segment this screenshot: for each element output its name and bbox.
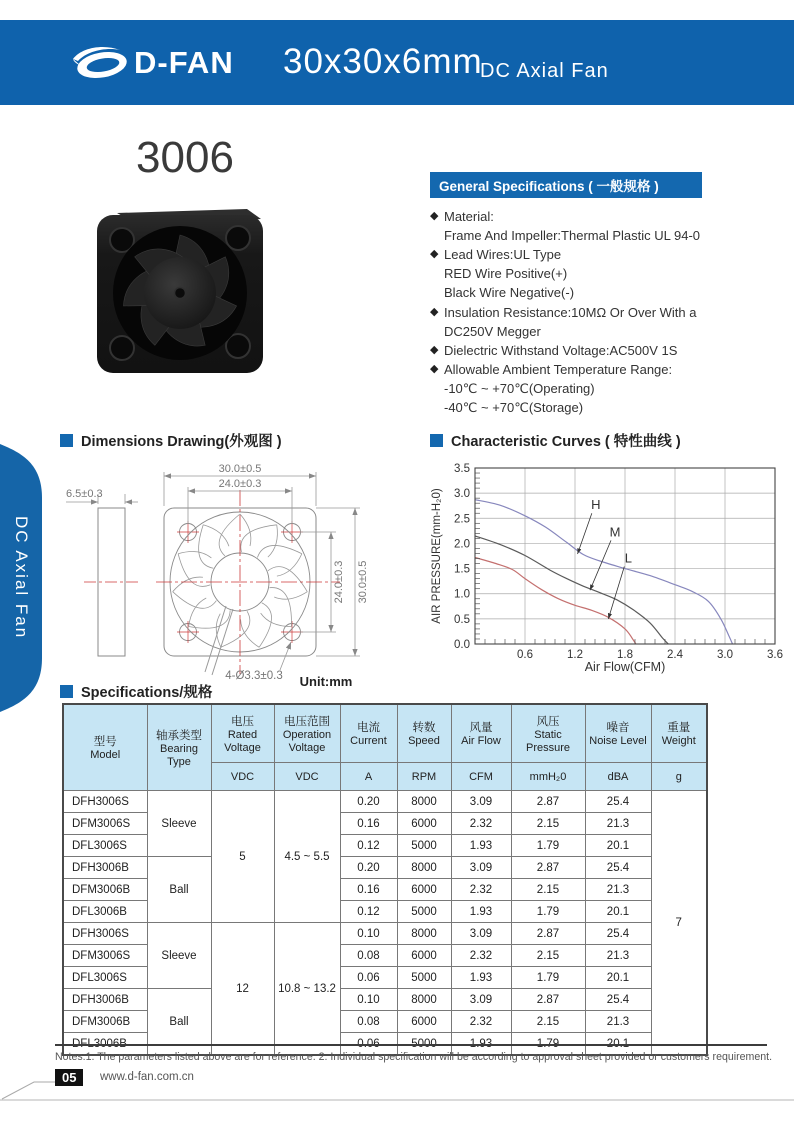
dim-hole-pitch-v: 24.0±0.3 <box>333 560 345 604</box>
col-unit-static-pressure: mmH₂0 <box>511 763 585 791</box>
cell-pressure: 2.87 <box>511 791 585 813</box>
cell-pressure: 2.87 <box>511 923 585 945</box>
col-unit-noise-level: dBA <box>585 763 651 791</box>
cell-pressure: 1.79 <box>511 835 585 857</box>
col-header-model <box>63 704 147 791</box>
cell-airflow: 2.32 <box>451 879 511 901</box>
col-header-en: Bearing Type <box>160 742 198 768</box>
cell-speed: 5000 <box>397 967 451 989</box>
cell-rated-voltage: 5 <box>211 791 274 923</box>
cell-pressure: 2.15 <box>511 945 585 967</box>
curves-section-title <box>430 430 681 451</box>
cell-airflow: 1.93 <box>451 835 511 857</box>
cell-airflow: 2.32 <box>451 813 511 835</box>
spec-item-text: Dielectric Withstand Voltage:AC500V 1S <box>444 342 678 358</box>
brand-name: D-FAN <box>134 45 234 80</box>
col-header-en: Rated Voltage <box>224 728 261 754</box>
spec-bullet-item <box>430 360 730 379</box>
cell-bearing-type: Ball <box>147 989 211 1056</box>
spec-item-text: -10℃ ~ +70℃(Operating) <box>444 380 595 396</box>
spec-continuation-line <box>430 379 730 398</box>
curves-section-label: Characteristic Curves ( 特性曲线 ) <box>451 434 681 450</box>
spec-item-text: -40℃ ~ +70℃(Storage) <box>444 400 584 416</box>
spec-bullet-item <box>430 245 730 264</box>
col-header-current <box>340 704 397 763</box>
col-unit-air-flow: CFM <box>451 763 511 791</box>
spec-item-text: Insulation Resistance:10MΩ Or Over With a <box>444 304 697 320</box>
cell-model: DFL3006S <box>63 835 147 857</box>
dim-outer-width: 30.0±0.5 <box>218 463 262 475</box>
svg-text:0.5: 0.5 <box>454 613 470 626</box>
cell-pressure: 2.87 <box>511 857 585 879</box>
diamond-bullet-icon: ◆ <box>430 343 439 356</box>
curve-h <box>475 500 733 644</box>
dfan-swoosh-icon <box>70 43 132 83</box>
dim-holes-callout: 4-Ø3.3±0.3 <box>225 670 283 682</box>
cell-noise: 20.1 <box>585 967 651 989</box>
dimensions-drawing <box>58 458 393 690</box>
size-title: 30x30x6mm <box>283 42 483 81</box>
cell-current: 0.16 <box>340 813 397 835</box>
cell-noise: 21.3 <box>585 879 651 901</box>
cell-airflow: 2.32 <box>451 1011 511 1033</box>
spec-item-text: RED Wire Positive(+) <box>444 266 568 282</box>
curve-label-h: H <box>591 497 601 513</box>
dimensions-section-title <box>60 430 282 451</box>
cell-speed: 5000 <box>397 901 451 923</box>
cell-bearing-type: Ball <box>147 857 211 923</box>
col-unit-rated-voltage: VDC <box>211 763 274 791</box>
col-header-en: Current <box>350 735 387 748</box>
cell-current: 0.08 <box>340 1011 397 1033</box>
cell-noise: 25.4 <box>585 989 651 1011</box>
general-specs-list <box>430 207 730 417</box>
cell-pressure: 2.15 <box>511 1011 585 1033</box>
curve-l <box>475 558 636 645</box>
cell-speed: 6000 <box>397 879 451 901</box>
cell-noise: 21.3 <box>585 945 651 967</box>
cell-current: 0.06 <box>340 967 397 989</box>
col-header-cn: 转数 <box>412 722 436 735</box>
curve-label-l: L <box>624 550 632 566</box>
cell-airflow: 1.93 <box>451 967 511 989</box>
cell-speed: 8000 <box>397 791 451 813</box>
col-unit-speed: RPM <box>397 763 451 791</box>
cell-speed: 6000 <box>397 945 451 967</box>
page-header <box>0 20 794 105</box>
spec-bullet-item <box>430 303 730 322</box>
cell-operation-voltage: 4.5 ~ 5.5 <box>274 791 340 923</box>
col-header-cn: 电流 <box>357 722 380 735</box>
cell-weight: 7 <box>651 791 707 1056</box>
col-unit-operation-voltage: VDC <box>274 763 340 791</box>
chart-y-axis-label: AIR PRESSURE(mm-H₂0) <box>431 488 443 624</box>
col-unit-weight: g <box>651 763 707 791</box>
cell-speed: 5000 <box>397 835 451 857</box>
page-number-badge: 05 <box>55 1069 83 1086</box>
cell-current: 0.10 <box>340 989 397 1011</box>
col-header-en: Model <box>90 749 121 762</box>
col-header-rated-voltage <box>211 704 274 763</box>
cell-airflow: 3.09 <box>451 791 511 813</box>
col-header-static-pressure <box>511 704 585 763</box>
cell-noise: 20.1 <box>585 901 651 923</box>
spec-bullet-item <box>430 341 730 360</box>
dim-hole-pitch-h: 24.0±0.3 <box>218 478 262 490</box>
cell-noise: 25.4 <box>585 791 651 813</box>
svg-text:3.0: 3.0 <box>717 649 733 661</box>
spec-item-text: Frame And Impeller:Thermal Plastic UL 94-0 <box>444 228 701 244</box>
col-header-cn: 电压 <box>231 715 254 728</box>
spec-continuation-line <box>430 322 730 341</box>
cell-speed: 8000 <box>397 989 451 1011</box>
svg-text:2.0: 2.0 <box>454 538 470 551</box>
col-header-cn: 噪音 <box>606 722 630 735</box>
spec-item-text: Allowable Ambient Temperature Range: <box>444 361 673 377</box>
notes-divider <box>55 1044 767 1046</box>
col-header-bearing-type <box>147 704 211 791</box>
spec-item-text: Material: <box>444 209 494 224</box>
cell-model: DFL3006S <box>63 967 147 989</box>
table-row <box>63 923 707 945</box>
curve-label-m: M <box>609 524 621 540</box>
specifications-table <box>62 703 708 1056</box>
section-bullet-icon <box>430 434 443 447</box>
col-header-operation-voltage <box>274 704 340 763</box>
cell-noise: 25.4 <box>585 857 651 879</box>
cell-pressure: 1.79 <box>511 967 585 989</box>
table-row <box>63 857 707 879</box>
cell-model: DFH3006B <box>63 857 147 879</box>
dim-outer-height: 30.0±0.5 <box>357 560 369 604</box>
dim-thickness: 6.5±0.3 <box>66 488 103 500</box>
svg-text:3.5: 3.5 <box>454 463 470 475</box>
specifications-section-label: Specifications/规格 <box>81 685 213 701</box>
svg-text:2.5: 2.5 <box>454 513 470 526</box>
cell-noise: 25.4 <box>585 923 651 945</box>
cell-speed: 6000 <box>397 1011 451 1033</box>
spec-item-text: DC250V Megger <box>444 323 541 339</box>
section-bullet-icon <box>60 434 73 447</box>
cell-noise: 21.3 <box>585 1011 651 1033</box>
col-header-en: Air Flow <box>461 735 501 748</box>
cell-current: 0.12 <box>340 835 397 857</box>
cell-speed: 6000 <box>397 813 451 835</box>
fan-product-photo <box>95 203 265 381</box>
dimensions-section-label: Dimensions Drawing(外观图 ) <box>81 434 282 450</box>
col-header-en: Weight <box>661 735 696 748</box>
col-header-air-flow <box>451 704 511 763</box>
cell-model: DFM3006B <box>63 1011 147 1033</box>
cell-model: DFH3006S <box>63 923 147 945</box>
svg-text:3.0: 3.0 <box>454 488 470 501</box>
col-header-cn: 电压范围 <box>284 715 330 728</box>
website-url: www.d-fan.com.cn <box>100 1071 194 1083</box>
svg-text:1.8: 1.8 <box>617 649 633 661</box>
spec-item-text: Lead Wires:UL Type <box>444 247 562 263</box>
cell-current: 0.08 <box>340 945 397 967</box>
cell-model: DFL3006B <box>63 901 147 923</box>
col-header-weight <box>651 704 707 763</box>
side-tab-label: DC Axial Fan <box>12 516 31 640</box>
characteristic-curves-chart <box>427 460 792 675</box>
col-header-cn: 重量 <box>667 722 691 735</box>
svg-text:3.6: 3.6 <box>767 649 783 661</box>
cell-bearing-type: Sleeve <box>147 923 211 989</box>
spec-table-container <box>62 703 708 1056</box>
cell-airflow: 3.09 <box>451 989 511 1011</box>
spec-bullet-item <box>430 207 730 226</box>
cell-rated-voltage: 12 <box>211 923 274 1056</box>
diamond-bullet-icon: ◆ <box>430 305 439 318</box>
table-row <box>63 989 707 1011</box>
cell-current: 0.10 <box>340 923 397 945</box>
svg-text:2.4: 2.4 <box>667 649 683 661</box>
col-header-cn: 轴承类型 <box>156 729 202 742</box>
cell-pressure: 2.87 <box>511 989 585 1011</box>
spec-continuation-line <box>430 398 730 417</box>
cell-pressure: 2.15 <box>511 879 585 901</box>
cell-current: 0.20 <box>340 791 397 813</box>
diamond-bullet-icon: ◆ <box>430 248 439 261</box>
svg-text:0.0: 0.0 <box>454 639 470 651</box>
product-title: DC Axial Fan <box>480 60 609 82</box>
general-specs-panel <box>430 172 730 417</box>
footer-decoration <box>0 1078 794 1108</box>
cell-pressure: 2.15 <box>511 813 585 835</box>
cell-airflow: 2.32 <box>451 945 511 967</box>
cell-airflow: 3.09 <box>451 923 511 945</box>
cell-model: DFM3006B <box>63 879 147 901</box>
brand-logo <box>70 43 234 83</box>
cell-current: 0.16 <box>340 879 397 901</box>
cell-pressure: 1.79 <box>511 901 585 923</box>
col-header-en: Operation Voltage <box>282 728 332 754</box>
col-header-en: Speed <box>408 735 440 748</box>
cell-current: 0.20 <box>340 857 397 879</box>
cell-current: 0.12 <box>340 901 397 923</box>
col-header-cn: 型号 <box>93 736 117 749</box>
cell-airflow: 1.93 <box>451 901 511 923</box>
cell-model: DFM3006S <box>63 945 147 967</box>
chart-x-axis-label: Air Flow(CFM) <box>584 660 666 674</box>
spec-continuation-line <box>430 264 730 283</box>
spec-continuation-line <box>430 226 730 245</box>
diamond-bullet-icon: ◆ <box>430 362 439 375</box>
col-header-en: Static Pressure <box>525 728 571 754</box>
dim-unit-label: Unit:mm <box>299 674 353 689</box>
col-header-noise-level <box>585 704 651 763</box>
footer-notes: Notes:1. The parameters listed above are for reference. 2. Individual specification will be according to approval sheet provided or customers requirement. <box>55 1051 773 1063</box>
general-specs-title: General Specifications ( 一般规格 ) <box>430 172 702 198</box>
col-unit-current: A <box>340 763 397 791</box>
cell-model: DFM3006S <box>63 813 147 835</box>
diamond-bullet-icon: ◆ <box>430 210 439 222</box>
spec-continuation-line <box>430 283 730 302</box>
col-header-speed <box>397 704 451 763</box>
cell-operation-voltage: 10.8 ~ 13.2 <box>274 923 340 1056</box>
col-header-cn: 风压 <box>536 715 560 728</box>
col-header-en: Noise Level <box>589 735 647 748</box>
col-header-cn: 风量 <box>469 722 493 735</box>
svg-text:1.0: 1.0 <box>454 588 470 601</box>
cell-airflow: 3.09 <box>451 857 511 879</box>
svg-text:0.6: 0.6 <box>517 649 533 661</box>
cell-bearing-type: Sleeve <box>147 791 211 857</box>
svg-text:1.5: 1.5 <box>454 563 470 576</box>
cell-noise: 20.1 <box>585 835 651 857</box>
cell-noise: 21.3 <box>585 813 651 835</box>
cell-model: DFH3006S <box>63 791 147 813</box>
svg-text:1.2: 1.2 <box>567 649 583 661</box>
spec-item-text: Black Wire Negative(-) <box>444 285 575 301</box>
cell-model: DFH3006B <box>63 989 147 1011</box>
model-number: 3006 <box>136 133 234 182</box>
curve-m <box>475 536 668 644</box>
cell-speed: 8000 <box>397 857 451 879</box>
table-row <box>63 791 707 813</box>
cell-speed: 8000 <box>397 923 451 945</box>
